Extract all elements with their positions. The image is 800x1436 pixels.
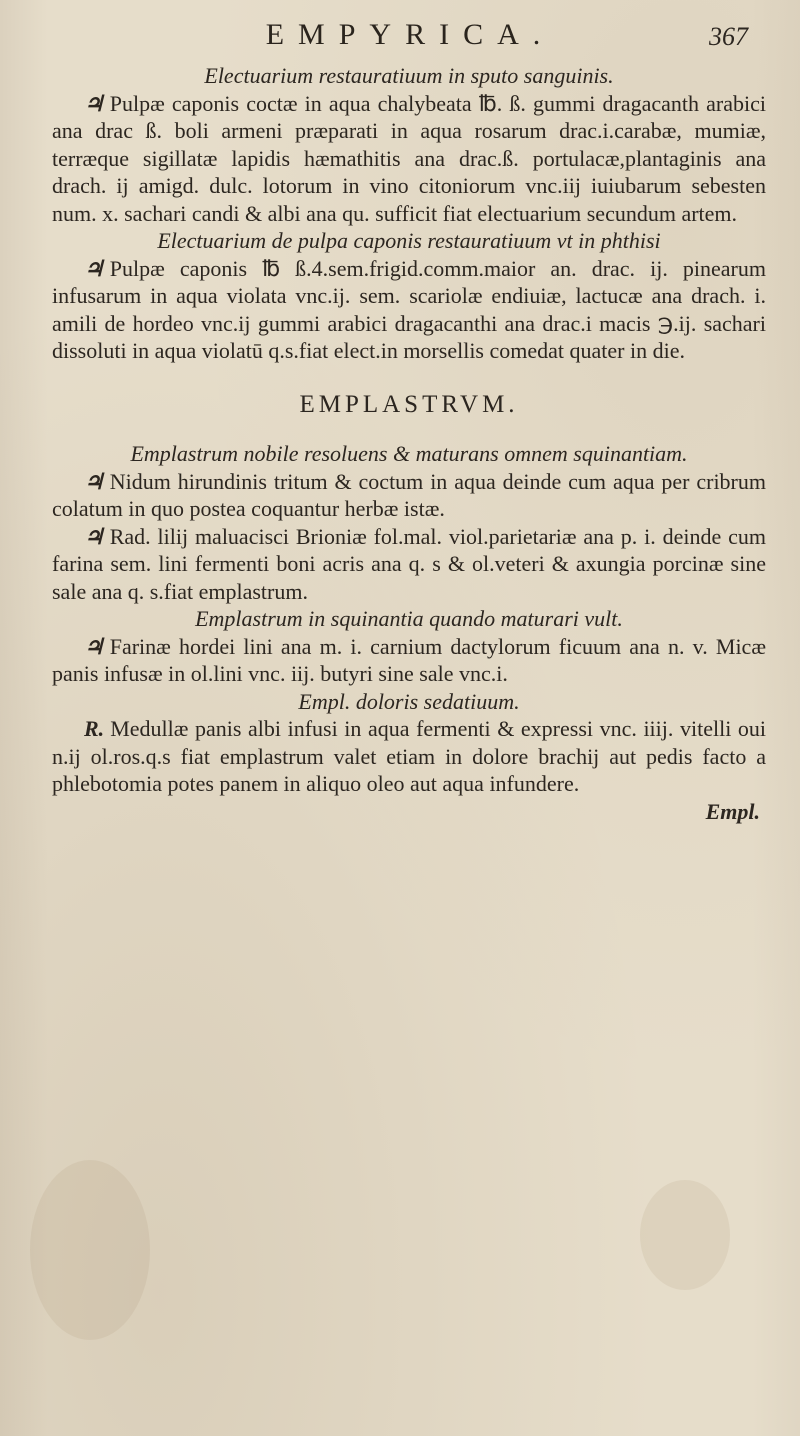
paper-stain: [640, 1180, 730, 1290]
recipe-title: Electuarium restauratiuum in sputo sanguinis.: [204, 63, 614, 88]
page-number: 367: [709, 22, 748, 51]
emplastrum-1: [52, 440, 766, 605]
recipe-title: Emplastrum nobile resoluens & maturans omnem squinantiam.: [130, 441, 688, 466]
recipe-text: ♃ Pulpæ caponis coctæ in aqua chalybeata ℔. ß. gummi dragacanth arabici ana drac ß. boli armeni præparati in aqua rosarum drac.i.carabæ, mumiæ, terræque sigillatæ lapidis hæmathitis ana drac.ß. portulacæ,plantaginis ana drach. ij amigd. dulc. lotorum in vino citoniorum vnc.iij iuiubarum sebesten num. x. sachari candi & albi ana qu. sufficit fiat electuarium secundum artem.: [52, 90, 766, 226]
recipe-symbol-icon: ♃: [84, 523, 104, 549]
recipe-symbol-icon: ♃: [84, 90, 104, 116]
recipe-text: ♃ Pulpæ caponis ℔ ß.4.sem.frigid.comm.maior an. drac. ij. pinearum infusarum in aqua violata vnc.ij. sem. scariolæ endiuiæ, lactucæ ana drach. i. amili de hordeo vnc.ij gummi arabici dragacanthi ana drac.i macis ℈.ij. sachari dissoluti in aqua violatū q.s.fiat elect.in morsellis comedat quater in die.: [52, 255, 766, 363]
electuarium-2: [52, 227, 766, 365]
section-heading: EMPLASTRVM.: [299, 390, 519, 418]
emplastrum-3: [52, 688, 766, 798]
recipe-symbol-icon: ♃: [84, 468, 104, 494]
paper-stain: [30, 1160, 150, 1340]
recipe-symbol-icon: R.: [84, 716, 105, 741]
recipe-title: Electuarium de pulpa caponis restauratiuum vt in phthisi: [157, 228, 661, 253]
running-title: EMPYRICA.: [265, 18, 555, 51]
recipe-text: R. Medullæ panis albi infusi in aqua fermenti & expressi vnc. iiij. vitelli oui n.ij ol.ros.q.s fiat emplastrum valet etiam in dolore brachij aut pedis facto a phlebotomia potes panem in aliquo oleo aut aqua infundere.: [52, 716, 766, 796]
recipe-title: Empl. doloris sedatiuum.: [298, 688, 520, 714]
recipe-title: Emplastrum in squinantia quando maturari vult.: [195, 606, 623, 631]
page-body: [52, 62, 766, 825]
recipe-symbol-icon: ♃: [84, 633, 104, 659]
page-header: [0, 14, 800, 62]
recipe-symbol-icon: ♃: [84, 255, 104, 281]
emplastrum-2: [52, 605, 766, 688]
recipe-text: ♃ Rad. lilij maluacisci Brioniæ fol.mal. viol.parietariæ ana p. i. deinde cum farina sem. lini fermenti boni acris ana q. s & ol.veteri & axungia porcinæ sine sale ana q. s.fiat emplastrum.: [52, 523, 766, 604]
electuarium-1: [52, 62, 766, 227]
recipe-text: ♃ Nidum hirundinis tritum & coctum in aqua deinde cum aqua per cribrum colatum in quo postea coquantur herbæ istæ.: [52, 468, 766, 521]
catchword: Empl.: [705, 798, 760, 824]
recipe-text: ♃ Farinæ hordei lini ana m. i. carnium dactylorum ficuum ana n. v. Micæ panis infusæ in ol.lini vnc. iij. butyri sine sale vnc.i.: [52, 633, 766, 686]
